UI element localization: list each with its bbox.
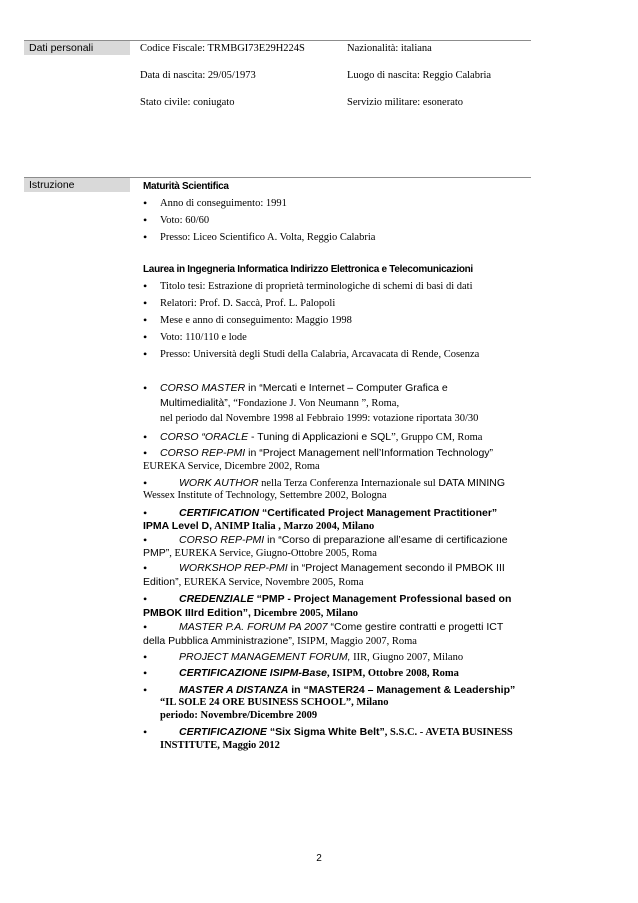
- bullet: •: [143, 683, 148, 697]
- list-item: • Presso: Liceo Scientifico A. Volta, Reggio Calabria: [143, 229, 375, 246]
- section-rule-personal: [130, 40, 531, 41]
- bullet: •: [143, 561, 148, 575]
- maturita-list: [143, 195, 375, 246]
- bullet: •: [143, 533, 148, 547]
- bullet: •: [143, 446, 148, 460]
- stato-civile: Stato civile: coniugato: [140, 97, 235, 108]
- section-label-education: Istruzione: [24, 177, 130, 192]
- servizio-militare: Servizio militare: esonerato: [347, 97, 464, 108]
- bullet: •: [143, 725, 148, 739]
- list-item: • Anno di conseguimento: 1991: [143, 195, 375, 212]
- section-rule-education: [130, 177, 531, 178]
- list-item: • Mese e anno di conseguimento: Maggio 1998: [143, 312, 479, 329]
- bullet: •: [143, 592, 148, 606]
- laurea-list: [143, 278, 479, 363]
- bullet: •: [143, 476, 148, 490]
- bullet: •: [143, 430, 148, 444]
- section-label-personal: Dati personali: [24, 40, 130, 55]
- bullet: •: [143, 506, 148, 520]
- list-item: • Presso: Università degli Studi della Calabria, Arcavacata di Rende, Cosenza: [143, 346, 479, 363]
- data-nascita: Data di nascita: 29/05/1973: [140, 70, 256, 81]
- list-item: • Voto: 60/60: [143, 212, 375, 229]
- list-item: • Voto: 110/110 e lode: [143, 329, 479, 346]
- list-item: • Relatori: Prof. D. Saccà, Prof. L. Palopoli: [143, 295, 479, 312]
- maturita-title: Maturità Scientifica: [143, 181, 229, 192]
- list-item: • Titolo tesi: Estrazione di proprietà terminologiche di schemi di basi di dati: [143, 278, 479, 295]
- luogo-nascita: Luogo di nascita: Reggio Calabria: [347, 70, 492, 81]
- nazionalita: Nazionalità: italiana: [347, 43, 432, 54]
- bullet: •: [143, 620, 148, 634]
- bullet: •: [143, 666, 148, 680]
- bullet: •: [143, 650, 148, 664]
- course-item-13: • CERTIFICAZIONE “Six Sigma White Belt”, S.S.C. - AVETA BUSINESS INSTITUTE, Maggio 2012: [143, 725, 513, 751]
- laurea-title: Laurea in Ingegneria Informatica Indirizzo Elettronica e Telecomunicazioni: [143, 264, 473, 275]
- page-number: 2: [316, 853, 322, 864]
- codice-fiscale: Codice Fiscale: TRMBGI73E29H224S: [140, 43, 305, 54]
- bullet: •: [143, 381, 148, 395]
